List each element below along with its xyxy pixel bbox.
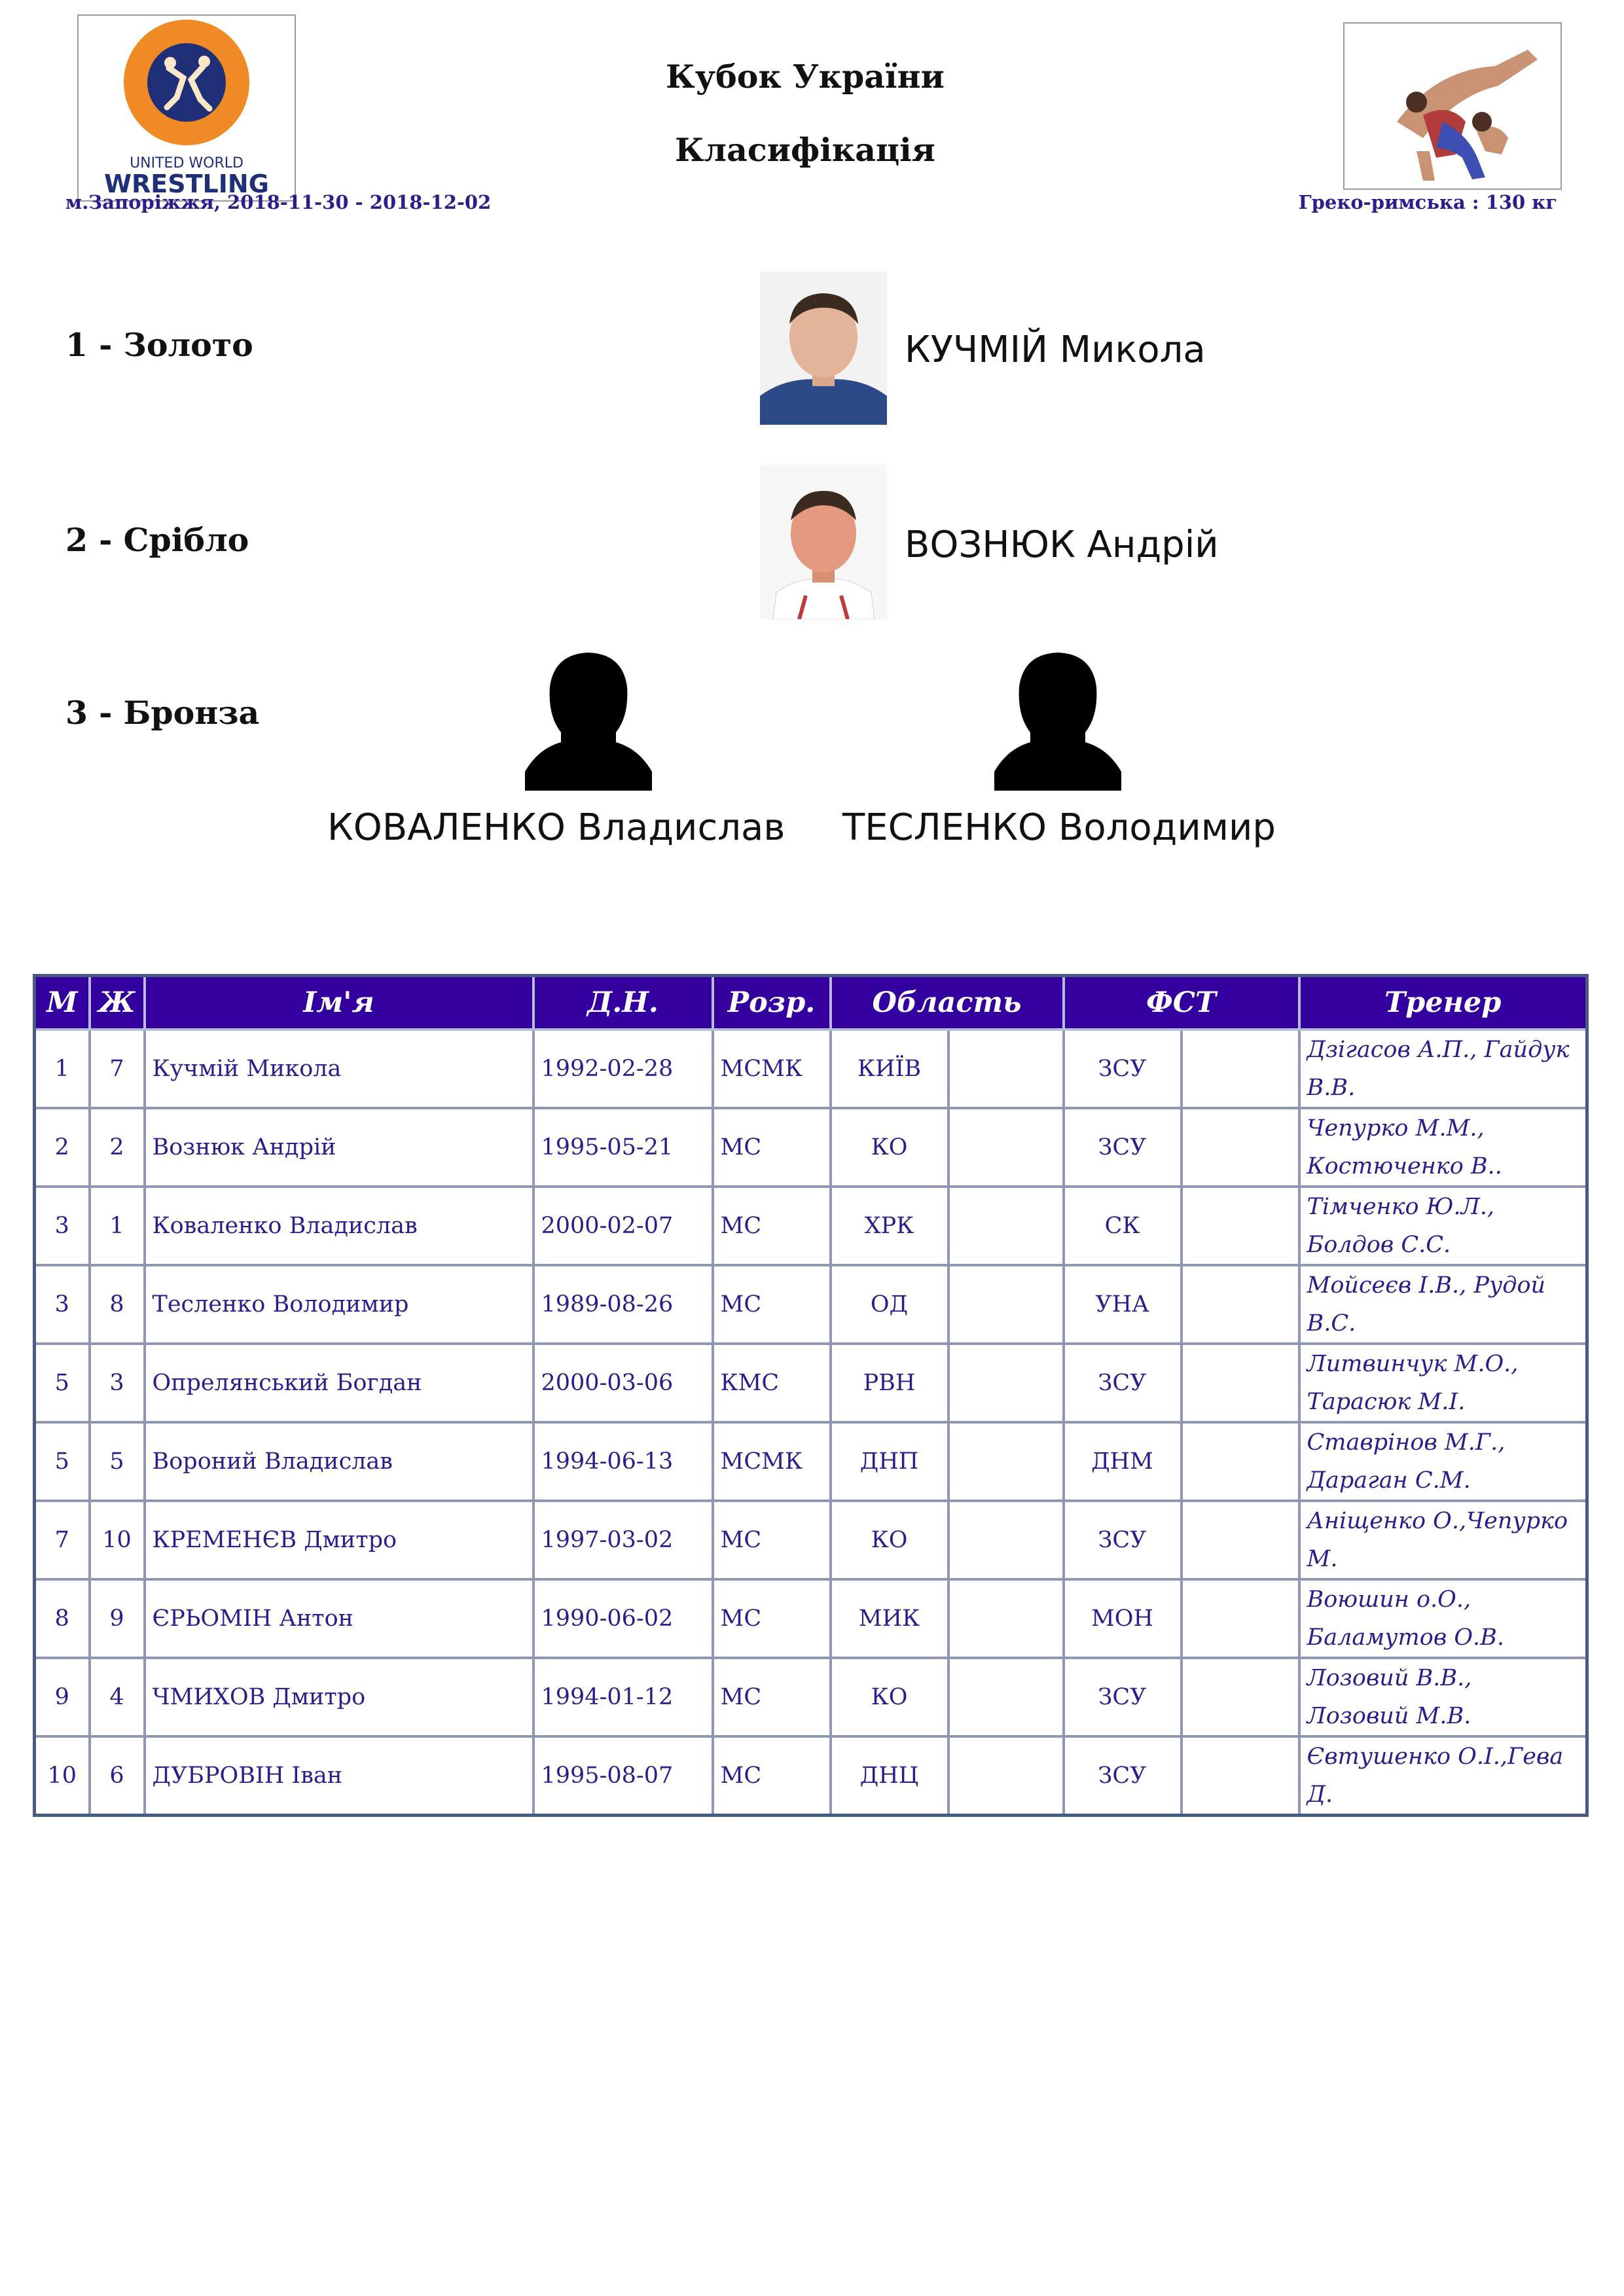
cell-rank: МС <box>713 1187 831 1265</box>
cell-region: КО <box>831 1501 948 1579</box>
cell-draw: 9 <box>90 1579 145 1658</box>
table-row <box>35 1736 1587 1816</box>
cell-fst: МОН <box>1064 1579 1182 1658</box>
page-title: Кубок України <box>666 58 945 96</box>
bronze-athlete-name-1: КОВАЛЕНКО Владислав <box>327 806 785 849</box>
cell-rank: МС <box>713 1658 831 1736</box>
col-coach: Тренер <box>1299 976 1587 1030</box>
logo-text-bottom: WRESTLING <box>104 170 269 198</box>
uww-logo <box>77 14 296 202</box>
cell-dob: 1997-03-02 <box>533 1501 713 1579</box>
cell-region: КО <box>831 1108 948 1187</box>
cell-place: 3 <box>35 1265 90 1344</box>
cell-coach: Ставрінов М.Г., Дараган С.М. <box>1299 1422 1587 1501</box>
cell-coach: Воюшин о.О., Баламутов О.В. <box>1299 1579 1587 1658</box>
gold-athlete-name: КУЧМІЙ Микола <box>905 329 1206 371</box>
table-row <box>35 1579 1587 1658</box>
cell-dob: 1995-05-21 <box>533 1108 713 1187</box>
gold-photo <box>760 272 887 425</box>
cell-rank: МС <box>713 1265 831 1344</box>
col-draw: Ж <box>90 976 145 1030</box>
cell-fst-extra <box>1182 1108 1299 1187</box>
cell-rank: КМС <box>713 1344 831 1422</box>
cell-fst-extra <box>1182 1736 1299 1816</box>
cell-region: КИЇВ <box>831 1030 948 1108</box>
col-rank: Розр. <box>713 976 831 1030</box>
cell-fst: ЗСУ <box>1064 1344 1182 1422</box>
cell-athlete-name: ЧМИХОВ Дмитро <box>145 1658 533 1736</box>
cell-athlete-name: Тесленко Володимир <box>145 1265 533 1344</box>
table-row <box>35 1108 1587 1187</box>
cell-place: 3 <box>35 1187 90 1265</box>
cell-fst: ЗСУ <box>1064 1501 1182 1579</box>
cell-region: РВН <box>831 1344 948 1422</box>
table-row <box>35 1658 1587 1736</box>
cell-coach: Євтушенко О.І.,Гева Д. <box>1299 1736 1587 1816</box>
cell-place: 8 <box>35 1579 90 1658</box>
cell-rank: МС <box>713 1579 831 1658</box>
cell-region: ОД <box>831 1265 948 1344</box>
location-dates: м.Запоріжжя, 2018-11-30 - 2018-12-02 <box>65 191 492 213</box>
cell-region-extra <box>948 1736 1064 1816</box>
table-row <box>35 1030 1587 1108</box>
cell-region: ХРК <box>831 1187 948 1265</box>
uww-logo-icon <box>79 16 295 200</box>
col-name: Ім'я <box>145 976 533 1030</box>
cell-fst: ЗСУ <box>1064 1108 1182 1187</box>
cell-athlete-name: Вознюк Андрій <box>145 1108 533 1187</box>
cell-place: 7 <box>35 1501 90 1579</box>
cell-draw: 1 <box>90 1187 145 1265</box>
gold-label: 1 - Золото <box>65 326 253 364</box>
col-place: М <box>35 976 90 1030</box>
style-weight: Греко-римська : 130 кг <box>1298 191 1557 213</box>
cell-region-extra <box>948 1501 1064 1579</box>
cell-place: 10 <box>35 1736 90 1816</box>
cell-coach: Литвинчук М.О., Тарасюк М.І. <box>1299 1344 1587 1422</box>
table-row <box>35 1265 1587 1344</box>
cell-rank: МС <box>713 1501 831 1579</box>
cell-fst: УНА <box>1064 1265 1182 1344</box>
cell-fst: ЗСУ <box>1064 1736 1182 1816</box>
cell-fst-extra <box>1182 1030 1299 1108</box>
cell-place: 5 <box>35 1422 90 1501</box>
cell-draw: 8 <box>90 1265 145 1344</box>
wrestlers-image <box>1343 22 1562 190</box>
logo-text-top: UNITED WORLD <box>130 155 244 171</box>
cell-coach: Тімченко Ю.Л., Болдов С.С. <box>1299 1187 1587 1265</box>
cell-athlete-name: Кучмій Микола <box>145 1030 533 1108</box>
cell-draw: 7 <box>90 1030 145 1108</box>
cell-fst: ЗСУ <box>1064 1658 1182 1736</box>
cell-region-extra <box>948 1108 1064 1187</box>
cell-fst: ЗСУ <box>1064 1030 1182 1108</box>
table-row <box>35 1422 1587 1501</box>
cell-region: МИК <box>831 1579 948 1658</box>
cell-athlete-name: ЄРЬОМІН Антон <box>145 1579 533 1658</box>
cell-draw: 4 <box>90 1658 145 1736</box>
cell-coach: Лозовий В.В., Лозовий М.В. <box>1299 1658 1587 1736</box>
silver-athlete-name: ВОЗНЮК Андрій <box>905 524 1219 566</box>
cell-dob: 1994-06-13 <box>533 1422 713 1501</box>
athlete-photo-icon <box>760 272 887 425</box>
cell-region-extra <box>948 1422 1064 1501</box>
wrestlers-icon <box>1344 24 1561 188</box>
cell-draw: 6 <box>90 1736 145 1816</box>
bronze-photo-2 <box>994 651 1121 791</box>
cell-dob: 1990-06-02 <box>533 1579 713 1658</box>
athlete-photo-icon <box>760 465 887 619</box>
cell-athlete-name: Опрелянський Богдан <box>145 1344 533 1422</box>
cell-coach: Дзігасов А.П., Гайдук В.В. <box>1299 1030 1587 1108</box>
cell-region: ДНП <box>831 1422 948 1501</box>
cell-fst-extra <box>1182 1501 1299 1579</box>
cell-coach: Аніщенко О.,Чепурко М. <box>1299 1501 1587 1579</box>
cell-rank: МС <box>713 1736 831 1816</box>
cell-draw: 3 <box>90 1344 145 1422</box>
cell-dob: 2000-03-06 <box>533 1344 713 1422</box>
col-dob: Д.Н. <box>533 976 713 1030</box>
col-region: Область <box>831 976 1064 1030</box>
cell-fst-extra <box>1182 1344 1299 1422</box>
cell-dob: 1992-02-28 <box>533 1030 713 1108</box>
cell-region-extra <box>948 1579 1064 1658</box>
cell-region: ДНЦ <box>831 1736 948 1816</box>
cell-coach: Чепурко М.М., Костюченко В.. <box>1299 1108 1587 1187</box>
cell-region: КО <box>831 1658 948 1736</box>
cell-place: 5 <box>35 1344 90 1422</box>
col-fst: ФСТ <box>1064 976 1299 1030</box>
person-silhouette-icon <box>525 651 652 791</box>
cell-fst-extra <box>1182 1579 1299 1658</box>
cell-draw: 5 <box>90 1422 145 1501</box>
cell-fst-extra <box>1182 1187 1299 1265</box>
cell-fst: ДНМ <box>1064 1422 1182 1501</box>
cell-rank: МСМК <box>713 1422 831 1501</box>
cell-fst: СК <box>1064 1187 1182 1265</box>
cell-dob: 1994-01-12 <box>533 1658 713 1736</box>
silver-photo <box>760 465 887 619</box>
cell-athlete-name: Коваленко Владислав <box>145 1187 533 1265</box>
table-row <box>35 1187 1587 1265</box>
cell-draw: 2 <box>90 1108 145 1187</box>
cell-fst-extra <box>1182 1658 1299 1736</box>
bronze-photo-1 <box>525 651 652 791</box>
cell-fst-extra <box>1182 1422 1299 1501</box>
table-row <box>35 1344 1587 1422</box>
cell-place: 1 <box>35 1030 90 1108</box>
cell-region-extra <box>948 1187 1064 1265</box>
table-row <box>35 1501 1587 1579</box>
cell-dob: 1989-08-26 <box>533 1265 713 1344</box>
cell-region-extra <box>948 1030 1064 1108</box>
cell-region-extra <box>948 1265 1064 1344</box>
cell-draw: 10 <box>90 1501 145 1579</box>
cell-rank: МСМК <box>713 1030 831 1108</box>
person-silhouette-icon <box>994 651 1121 791</box>
table-header-row <box>35 976 1587 1030</box>
cell-place: 2 <box>35 1108 90 1187</box>
cell-athlete-name: ДУБРОВІН Іван <box>145 1736 533 1816</box>
cell-fst-extra <box>1182 1265 1299 1344</box>
page-subtitle: Класифікація <box>674 131 935 169</box>
cell-dob: 1995-08-07 <box>533 1736 713 1816</box>
cell-place: 9 <box>35 1658 90 1736</box>
cell-coach: Мойсеєв І.В., Рудой В.С. <box>1299 1265 1587 1344</box>
cell-athlete-name: КРЕМЕНЄВ Дмитро <box>145 1501 533 1579</box>
cell-athlete-name: Вороний Владислав <box>145 1422 533 1501</box>
bronze-label: 3 - Бронза <box>65 694 260 732</box>
silver-label: 2 - Срібло <box>65 521 249 559</box>
cell-rank: МС <box>713 1108 831 1187</box>
cell-region-extra <box>948 1658 1064 1736</box>
bronze-athlete-name-2: ТЕСЛЕНКО Володимир <box>842 806 1276 849</box>
cell-dob: 2000-02-07 <box>533 1187 713 1265</box>
cell-region-extra <box>948 1344 1064 1422</box>
results-table <box>33 974 1589 1817</box>
